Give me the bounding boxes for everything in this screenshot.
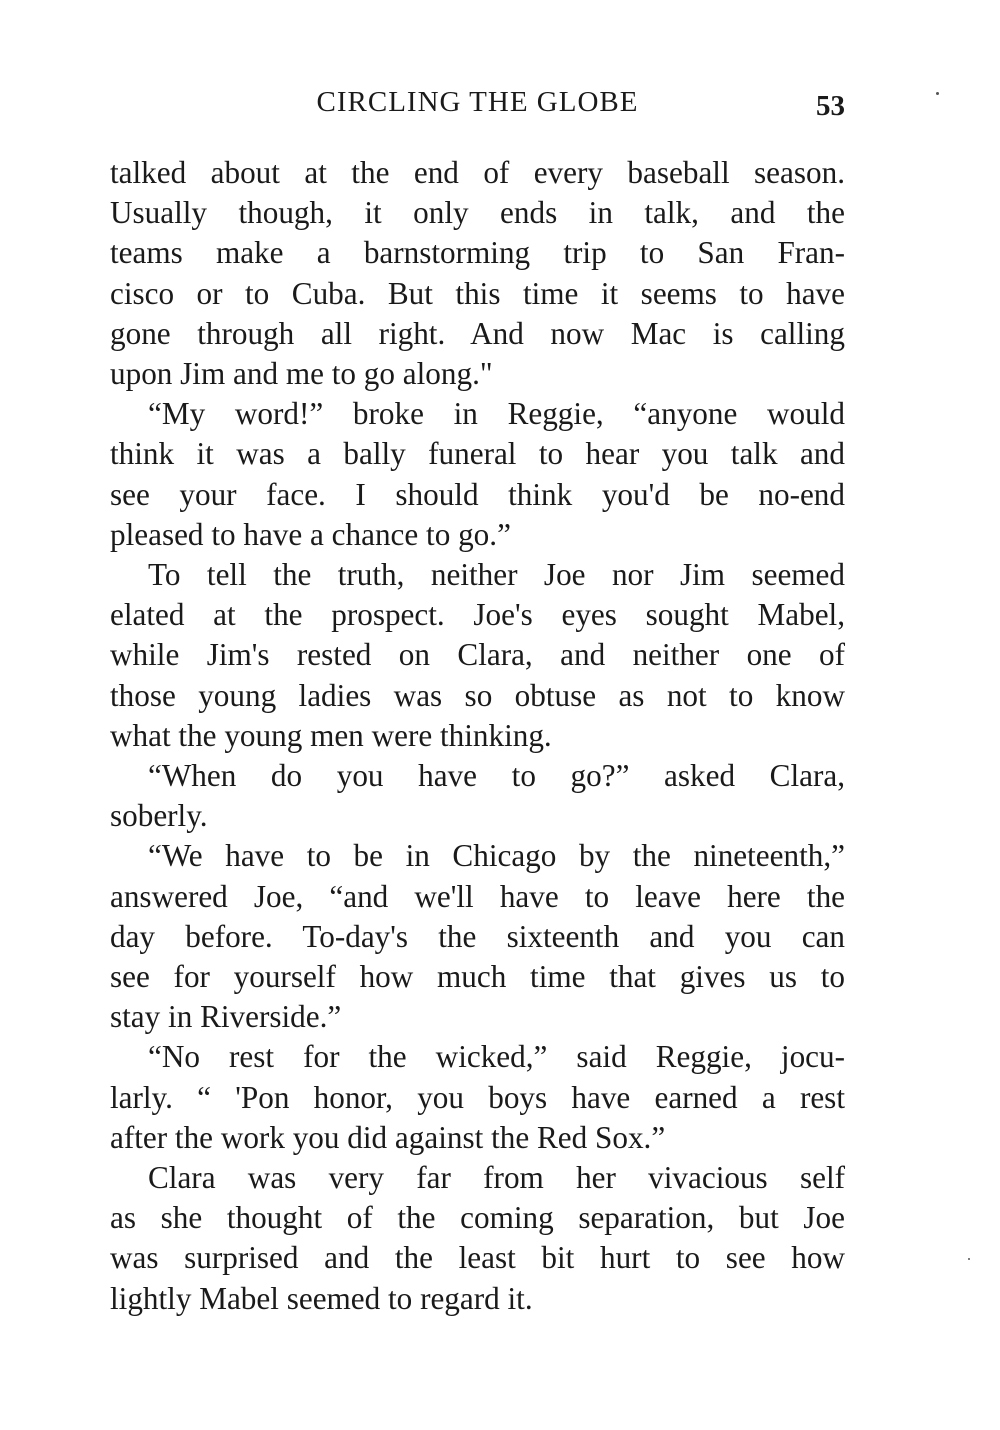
text-line: “No rest for the wicked,” said Reggie, jocu- (148, 1039, 845, 1075)
paragraph-2 (110, 394, 845, 555)
text-line: was surprised and the least bit hurt to see how (110, 1240, 845, 1276)
scan-speck (936, 92, 939, 95)
text-line: day before. To-day's the sixteenth and you can (110, 918, 845, 954)
running-title: CIRCLING THE GLOBE (316, 86, 639, 118)
page-number: 53 (816, 90, 845, 122)
text-line: soberly. (110, 798, 208, 834)
text-line: after the work you did against the Red Sox.” (110, 1119, 666, 1155)
text-line: “When do you have to go?” asked Clara, (148, 758, 845, 794)
text-line: stay in Riverside.” (110, 999, 342, 1035)
text-line: “My word!” broke in Reggie, “anyone would (148, 396, 845, 432)
paragraph-4 (110, 756, 845, 836)
text-line: pleased to have a chance to go.” (110, 516, 511, 552)
text-line: gone through all right. And now Mac is calling (110, 315, 845, 351)
text-line: what the young men were thinking. (110, 717, 552, 753)
text-line: cisco or to Cuba. But this time it seems to have (110, 275, 845, 311)
text-line: Clara was very far from her vivacious self (148, 1160, 845, 1196)
paragraph-1 (110, 153, 845, 394)
text-line: see for yourself how much time that gives us to (110, 959, 845, 995)
text-line: talked about at the end of every baseball season. (110, 155, 845, 190)
text-line: think it was a bally funeral to hear you talk and (110, 436, 845, 472)
text-line: To tell the truth, neither Joe nor Jim seemed (148, 557, 845, 593)
text-line: upon Jim and me to go along." (110, 356, 493, 392)
text-line: while Jim's rested on Clara, and neither one of (110, 637, 845, 673)
body-text (110, 153, 845, 1319)
paragraph-3 (110, 555, 845, 756)
text-line: larly. “ 'Pon honor, you boys have earned a rest (110, 1079, 845, 1115)
text-line: lightly Mabel seemed to regard it. (110, 1280, 533, 1316)
paragraph-7 (110, 1158, 845, 1319)
text-line: teams make a barnstorming trip to San Fran- (110, 235, 845, 271)
paragraph-6 (110, 1037, 845, 1158)
text-line: see your face. I should think you'd be no-end (110, 476, 845, 512)
scan-speck (968, 1258, 970, 1260)
text-line: as she thought of the coming separation, but Joe (110, 1200, 845, 1236)
text-line: answered Joe, “and we'll have to leave here the (110, 878, 845, 914)
running-head (110, 82, 845, 122)
text-line: elated at the prospect. Joe's eyes sought Mabel, (110, 597, 845, 633)
text-line: those young ladies was so obtuse as not to know (110, 677, 845, 713)
paragraph-5 (110, 836, 845, 1037)
text-line: Usually though, it only ends in talk, and the (110, 195, 845, 231)
text-line: “We have to be in Chicago by the nineteenth,” (148, 838, 845, 874)
